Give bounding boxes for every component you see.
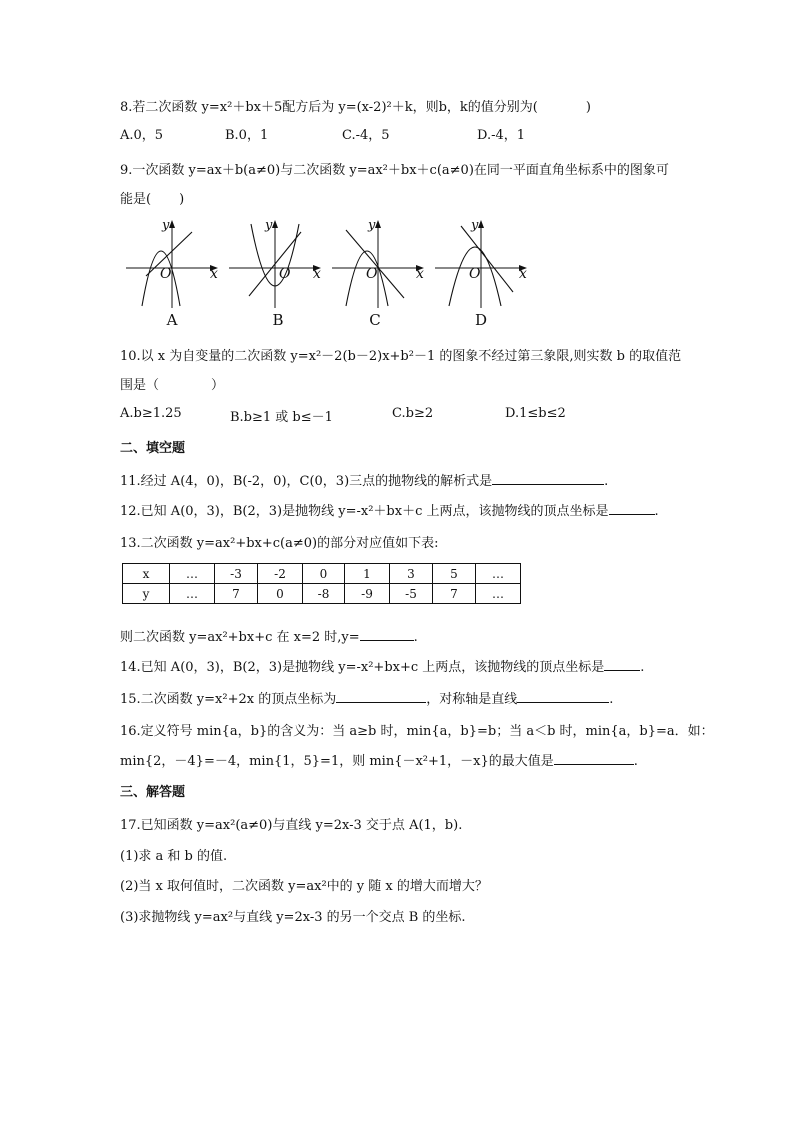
q17-part-3: (3)求抛物线 y=ax²与直线 y=2x-3 的另一个交点 B 的坐标.: [120, 910, 466, 925]
table-cell: …: [170, 584, 215, 604]
table-cell: -3: [215, 564, 258, 584]
q8-option-c[interactable]: C.-4，5: [342, 128, 390, 143]
section-heading-solve: 三、解答题: [120, 785, 186, 800]
q13-follow: 则二次函数 y=ax²+bx+c 在 x=2 时,y= .: [120, 630, 418, 645]
table-cell: -9: [345, 584, 390, 604]
q12: 12.已知 A(0，3)，B(2，3)是抛物线 y=-x²＋bx＋c 上两点，该抛物线的顶点坐标是 .: [120, 504, 659, 519]
q9-stem-line2: 能是( ): [120, 192, 185, 207]
q8-stem: 8.若二次函数 y=x²＋bx＋5配方后为 y=(x-2)²＋k，则b，k的值分别为( ): [120, 100, 591, 115]
graph-d-label: D: [474, 311, 488, 329]
q11: 11.经过 A(4，0)，B(-2，0)，C(0，3)三点的抛物线的解析式是 .: [120, 474, 609, 489]
table-cell: -2: [258, 564, 303, 584]
table-cell: 3: [390, 564, 433, 584]
table-cell: -8: [303, 584, 345, 604]
q17-part-1: (1)求 a 和 b 的值.: [120, 849, 228, 864]
graph-d-y-label: y: [471, 218, 479, 233]
graph-b-y-label: y: [265, 218, 273, 233]
q10-stem-line1: 10.以 x 为自变量的二次函数 y=x²－2(b－2)x+b²－1 的图象不经过第三象限,则实数 b 的取值范: [120, 349, 682, 364]
graph-b-x-label: x: [313, 266, 321, 282]
q16-line2: min{2，－4}=－4，min{1，5}=1，则 min{－x²+1，－x}的最大值是 .: [120, 754, 638, 769]
q10-option-b[interactable]: B.b≥1 或 b≤－1: [230, 410, 333, 425]
graph-b-label: B: [272, 311, 284, 329]
table-cell: x: [123, 564, 170, 584]
table-cell: -5: [390, 584, 433, 604]
q10-stem-line2: 围是（ ）: [120, 378, 225, 393]
q15: 15.二次函数 y=x²+2x 的顶点坐标为 ，对称轴是直线 .: [120, 692, 614, 707]
q13-value-table: [122, 563, 521, 604]
q14: 14.已知 A(0，3)，B(2，3)是抛物线 y=-x²+bx+c 上两点，该抛物线的顶点坐标是 .: [120, 660, 645, 675]
table-row-x: [123, 564, 521, 584]
graph-a-origin-label: O: [160, 266, 172, 282]
q8-option-b[interactable]: B.0，1: [225, 128, 269, 143]
graph-a-y-label: y: [162, 218, 170, 233]
q11-answer-blank[interactable]: [492, 472, 604, 485]
q10-option-a[interactable]: A.b≥1.25: [120, 406, 182, 421]
q17-part-2: (2)当 x 取何值时，二次函数 y=ax²中的 y 随 x 的增大而增大？: [120, 879, 488, 894]
table-cell: 5: [433, 564, 476, 584]
q16-answer-blank[interactable]: [554, 752, 634, 765]
table-cell: 7: [215, 584, 258, 604]
section-heading-fill-in: 二、填空题: [120, 441, 186, 456]
table-row-y: [123, 584, 521, 604]
q13-answer-blank[interactable]: [360, 628, 414, 641]
q10-option-d[interactable]: D.1≤b≤2: [505, 406, 566, 421]
table-cell: y: [123, 584, 170, 604]
table-cell: …: [476, 564, 521, 584]
table-cell: …: [476, 584, 521, 604]
table-cell: 0: [258, 584, 303, 604]
q15-axis-blank[interactable]: [517, 690, 609, 703]
graph-a-x-label: x: [210, 266, 218, 282]
graph-b-origin-label: O: [279, 266, 291, 282]
graph-d-origin-label: O: [469, 266, 481, 282]
q12-answer-blank[interactable]: [609, 502, 655, 515]
graph-a-label: A: [166, 311, 178, 329]
q14-answer-blank[interactable]: [604, 658, 640, 671]
q10-option-c[interactable]: C.b≥2: [392, 406, 434, 421]
table-cell: 1: [345, 564, 390, 584]
q16-line1: 16.定义符号 min{a，b}的含义为：当 a≥b 时，min{a，b}=b；当 a＜b 时，min{a，b}=a．如：: [120, 724, 714, 739]
graph-c-origin-label: O: [366, 266, 378, 282]
q8-option-d[interactable]: D.-4，1: [477, 128, 526, 143]
q17-stem: 17.已知函数 y=ax²(a≠0)与直线 y=2x-3 交于点 A(1，b).: [120, 818, 463, 833]
q13-stem: 13.二次函数 y=ax²+bx+c(a≠0)的部分对应值如下表:: [120, 536, 439, 551]
table-cell: 0: [303, 564, 345, 584]
q9-stem-line1: 9.一次函数 y=ax＋b(a≠0)与二次函数 y=ax²＋bx＋c(a≠0)在同一平面直角坐标系中的图象可: [120, 163, 669, 178]
graph-d-x-label: x: [519, 266, 527, 282]
graph-c-y-label: y: [368, 218, 376, 233]
graph-c-label: C: [369, 311, 381, 329]
q15-vertex-blank[interactable]: [336, 690, 426, 703]
table-cell: 7: [433, 584, 476, 604]
graph-c-x-label: x: [416, 266, 424, 282]
table-cell: …: [170, 564, 215, 584]
q8-option-a[interactable]: A.0，5: [120, 128, 164, 143]
